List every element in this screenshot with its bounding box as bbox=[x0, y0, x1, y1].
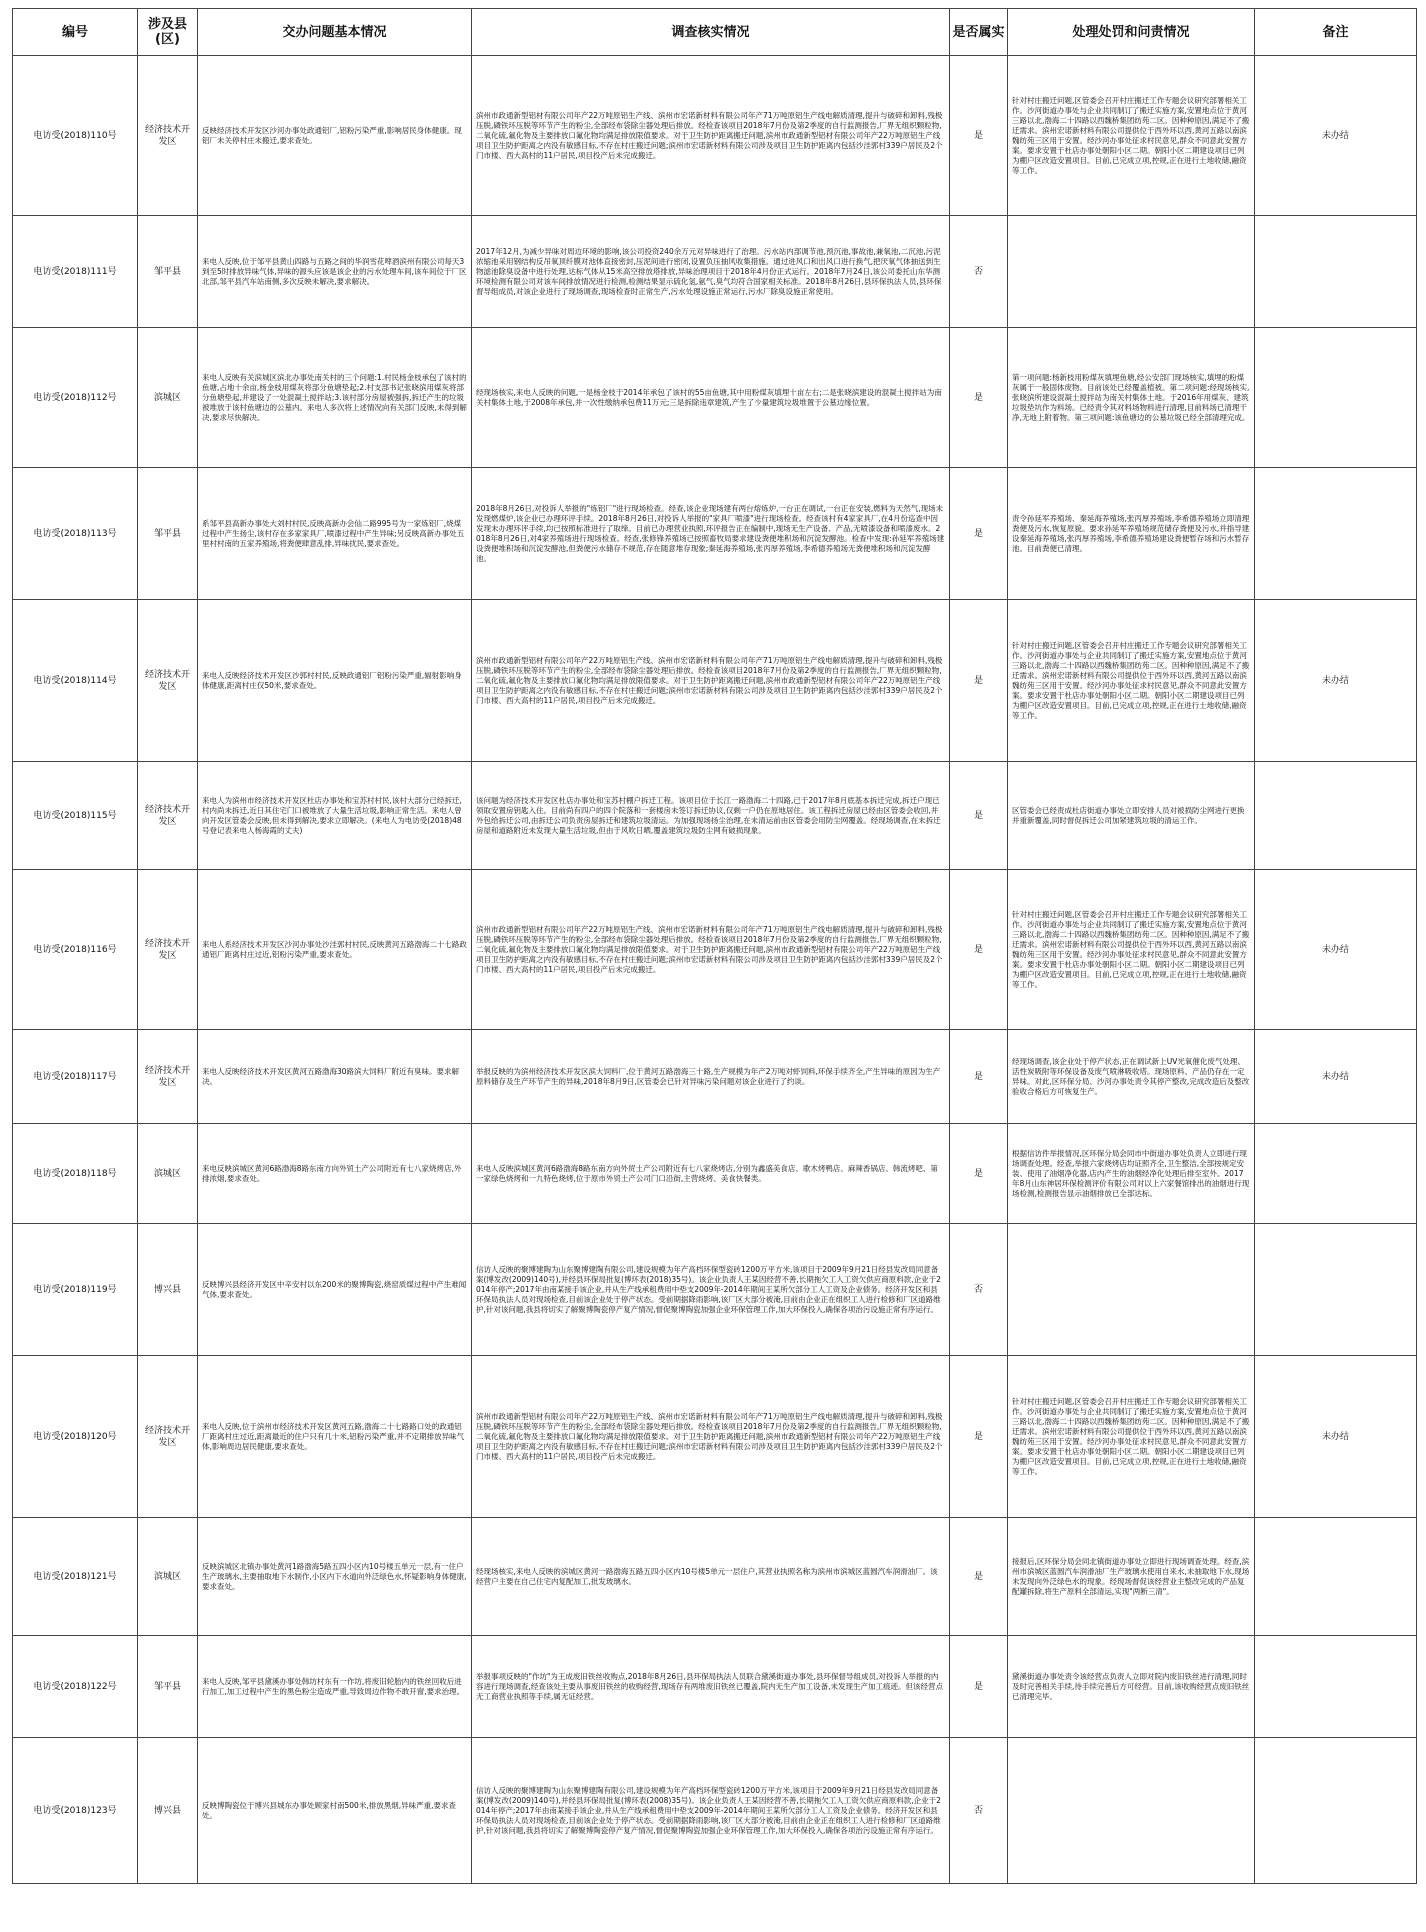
row-county: 邹平县 bbox=[138, 468, 198, 600]
row-investigation: 滨州市政通新型铝材有限公司年产22万吨原铝生产线、滨州市宏诺新材料有限公司年产71万吨原铝生产线电解质清理,提升与破碎和卸料,残极压脱,磷铁环压脱等环节产生的粉尘,全部经布袋除尘器处理后排放。经检查该项目2018年7月份及第2季度的自行监测报告,厂界无组织颗粒物,二氧化硫,氟化物及主要排放口氟化物均满足排放限值要求。对于卫生防护距离搬迁问题,滨州市政通新型铝材有限公司年产22万吨原铝生产线项目卫生防护距离之内没有敏感目标,不存在村庄搬迁问题;滨州市宏诺新材料有限公司涉及项目卫生防护距离内包括沙洼郭村339户居民及2个门市楼、西大高村的11户居民,项目投产后未完成搬迁。 bbox=[476, 924, 943, 974]
table-row bbox=[13, 1518, 1417, 1636]
table-row bbox=[13, 870, 1417, 1030]
row-action: 第一项问题:杨新枝用粉煤灰填埋鱼塘,经公安部门现场核实,填埋的粉煤灰属于一般固体废物。目前该处已经覆盖植被。第二项问题:经现场核实,张晓滨所建设混凝土搅拌站为南关村集体土地。于2016年用煤灰、建筑垃圾垫坑作为料场。已经责令其对料场物料进行清理,目前料场已清理干净,无地上附着物。第三项问题:该鱼塘边的公墓垃圾已经全部清理完成。 bbox=[1012, 372, 1250, 422]
row-valid: 否 bbox=[950, 1224, 1008, 1356]
row-id: 电访受(2018)121号 bbox=[13, 1518, 138, 1636]
row-investigation: 滨州市政通新型铝材有限公司年产22万吨原铝生产线、滨州市宏诺新材料有限公司年产71万吨原铝生产线电解质清理,提升与破碎和卸料,残极压脱,磷铁环压脱等环节产生的粉尘,全部经布袋除尘器处理后排放。经检查该项目2018年7月份及第2季度的自行监测报告,厂界无组织颗粒物,二氧化硫,氟化物及主要排放口氟化物均满足排放限值要求。对于卫生防护距离搬迁问题,滨州市政通新型铝材有限公司年产22万吨原铝生产线项目卫生防护距离之内没有敏感目标,不存在村庄搬迁问题;滨州市宏诺新材料有限公司涉及项目卫生防护距离内包括沙洼郭村339户居民及2个门市楼、西大高村的11户居民,项目投产后未完成搬迁。 bbox=[476, 110, 943, 160]
header-county: 涉及县(区) bbox=[138, 9, 198, 56]
row-remark bbox=[1255, 1636, 1417, 1738]
header-investigation: 调查核实情况 bbox=[472, 9, 950, 56]
complaint-table bbox=[12, 8, 1417, 1884]
row-valid: 是 bbox=[950, 56, 1008, 216]
row-remark bbox=[1255, 328, 1417, 468]
header-remark: 备注 bbox=[1255, 9, 1417, 56]
row-action: 针对村庄搬迁问题,区管委会召开村庄搬迁工作专题会议研究部署相关工作。沙河街道办事处与企业共同制订了搬迁实施方案,安置地点位于黄河三路以北,渤海二十四路以西魏桥集团纺苑二区。因种种原因,满足不了搬迁需求。滨州宏诺新材料有限公司提供位于西外环以西,黄河五路以南滨魏纺苑三区用于安置。经沙河办事处征求村民意见,群众不同意此安置方案。要求安置于杜店办事处朝阳小区二期。朝阳小区二期建设项目已列为棚户区改造安置项目。目前,已完成立项,控规,正在进行土地收储,融资等工作。 bbox=[1012, 640, 1250, 720]
table-row bbox=[13, 1030, 1417, 1124]
row-valid: 是 bbox=[950, 328, 1008, 468]
row-remark bbox=[1255, 468, 1417, 600]
table-header bbox=[13, 9, 1417, 56]
row-investigation: 经现场核实,来电人反映的滨城区黄河一路渤海五路五四小区内10号楼5单元一层住户,其营业执照名称为滨州市滨城区蓝圆汽车润滑油厂。该经营户主要在自己住宅内复配加工,批发玻璃水。 bbox=[476, 1566, 938, 1586]
row-issue: 来电人反映,位于邹平县黄山四路与五路之间的华润雪花啤酒滨州有限公司每天3到至5时排放异味气体,异味的源头应该是该企业的污水处理车间,该车间位于厂区北部,邹平县汽车站南侧,多次反映未解决,要求解决。 bbox=[202, 256, 467, 286]
row-remark bbox=[1255, 1518, 1417, 1636]
row-investigation: 举报反映的为滨州经济技术开发区滨大饲料厂,位于黄河五路渤海三十路,生产规模为年产2万吨对虾饲料,环保手续齐全,产生异味的原因为生产原料储存及生产环节产生的异味,2018年8月9日,区管委会已针对异味污染问题对该企业进行了约谈。 bbox=[476, 1066, 941, 1086]
row-valid: 是 bbox=[950, 870, 1008, 1030]
row-action: 针对村庄搬迁问题,区管委会召开村庄搬迁工作专题会议研究部署相关工作。沙河街道办事处与企业共同制订了搬迁实施方案,安置地点位于黄河三路以北,渤海二十四路以西魏桥集团纺苑二区。因种种原因,满足不了搬迁需求。滨州宏诺新材料有限公司提供位于西外环以西,黄河五路以南滨魏纺苑三区用于安置。经沙河办事处征求村民意见,群众不同意此安置方案。要求安置于杜店办事处朝阳小区二期。朝阳小区二期建设项目已列为棚户区改造安置项目。目前,已完成立项,控规,正在进行土地收储,融资等工作。 bbox=[1012, 95, 1250, 175]
row-id: 电访受(2018)123号 bbox=[13, 1738, 138, 1884]
row-investigation: 经现场核实,来电人反映的问题,一是杨金枝于2014年承包了该村的55亩鱼塘,其中用粉煤灰填埋十亩左右;二是张晓滨建设的混凝土搅拌站为南关村集体土地,于2008年承包,并一次性缴纳承包费11万元;三是拆除违章建筑,产生了少量建筑垃圾堆置于公墓边缘位置。 bbox=[476, 387, 942, 407]
table-row bbox=[13, 328, 1417, 468]
row-id: 电访受(2018)113号 bbox=[13, 468, 138, 600]
table-row bbox=[13, 1636, 1417, 1738]
row-valid: 是 bbox=[950, 1124, 1008, 1224]
row-issue: 来电人反映,位于滨州市经济技术开发区黄河五路,渤海二十七路路口处的政通铝厂距离村庄过近,距离最近的住户只有几十米,铝粉污染严重,并不定期排放异味气体,影响周边居民健康,要求查处。 bbox=[202, 1421, 465, 1451]
table-row bbox=[13, 216, 1417, 328]
row-valid: 是 bbox=[950, 1518, 1008, 1636]
row-issue: 来电反映滨城区黄河6路渤海8路东南方向外贸土产公司附近有七八家烧烤店,外排浓烟,要求查处。 bbox=[202, 1163, 462, 1183]
row-remark: 未办结 bbox=[1255, 1356, 1417, 1518]
row-action: 针对村庄搬迁问题,区管委会召开村庄搬迁工作专题会议研究部署相关工作。沙河街道办事处与企业共同制订了搬迁实施方案,安置地点位于黄河三路以北,渤海二十四路以西魏桥集团纺苑二区。因种种原因,满足不了搬迁需求。滨州宏诺新材料有限公司提供位于西外环以西,黄河五路以南滨魏纺苑三区用于安置。经沙河办事处征求村民意见,群众不同意此安置方案。要求安置于杜店办事处朝阳小区二期。朝阳小区二期建设项目已列为棚户区改造安置项目。目前,已完成立项,控规,正在进行土地收储,融资等工作。 bbox=[1012, 1396, 1250, 1476]
row-valid: 是 bbox=[950, 468, 1008, 600]
row-remark bbox=[1255, 1124, 1417, 1224]
row-id: 电访受(2018)112号 bbox=[13, 328, 138, 468]
table-row bbox=[13, 1738, 1417, 1884]
row-issue: 反映博陶瓷位于博兴县城东办事处顾家村南500米,排放黑烟,异味严重,要求查处。 bbox=[202, 1800, 456, 1820]
row-investigation: 来电人反映滨城区黄河6路渤海8路东南方向外贸土产公司附近有七八家烧烤店,分别为鑫盛美食店、歌木烤鸭店、麻辣香锅店、韩流烤吧、第一家绿色烧烤和一九特色烧烤,位于原市外贸土产公司门口沿街,主营烧烤、美食快餐类。 bbox=[476, 1163, 938, 1183]
row-issue: 反映经济技术开发区沙河办事处政通铝厂,铝粉污染严重,影响居民身体健康。现铝厂未关停村庄未搬迁,要求查处。 bbox=[202, 125, 462, 145]
row-id: 电访受(2018)110号 bbox=[13, 56, 138, 216]
row-valid: 是 bbox=[950, 600, 1008, 762]
row-valid: 是 bbox=[950, 1636, 1008, 1738]
table-body bbox=[13, 56, 1417, 1884]
row-investigation: 滨州市政通新型铝材有限公司年产22万吨原铝生产线、滨州市宏诺新材料有限公司年产71万吨原铝生产线电解质清理,提升与破碎和卸料,残极压脱,磷铁环压脱等环节产生的粉尘,全部经布袋除尘器处理后排放。经检查该项目2018年7月份及第2季度的自行监测报告,厂界无组织颗粒物,二氧化硫,氟化物及主要排放口氟化物均满足排放限值要求。对于卫生防护距离搬迁问题,滨州市政通新型铝材有限公司年产22万吨原铝生产线项目卫生防护距离之内没有敏感目标,不存在村庄搬迁问题;滨州市宏诺新材料有限公司涉及项目卫生防护距离内包括沙洼郭村339户居民及2个门市楼、西大高村的11户居民,项目投产后未完成搬迁。 bbox=[476, 1411, 943, 1461]
row-investigation: 信访人反映的聚博建陶为山东聚博建陶有限公司,建设规模为年产高档环保型瓷砖1200万平方米,该项目于2009年9月21日经县发改局同意备案(博发改(2009)140号),并经县环保局批复(博环表(2018)35号)。该企业负责人王某因经营不善,长期拖欠工人工资欠供应商原料款,企业于2014年停产;2017年由南某接手该企业,并从生产线承租费用中垫支2009年-2014年期间王某所欠部分工人工资及企业债务。经济开发区和县环保局执法人员对现场检查,目前该企业处于停产状态。受前期据降雨影响,该厂区大部分被淹,目前由企业正在组织工人进行检修和厂区道路维护,针对该问题,我县将切实了解聚博陶瓷停产复产情况,督促聚博陶瓷加强企业环保管理工作,加大环保投入,确保各项治污设施正常有序运行。 bbox=[476, 1264, 941, 1314]
row-investigation: 滨州市政通新型铝材有限公司年产22万吨原铝生产线、滨州市宏诺新材料有限公司年产71万吨原铝生产线电解质清理,提升与破碎和卸料,残极压脱,磷铁环压脱等环节产生的粉尘,全部经布袋除尘器处理后排放。经检查该项目2018年7月份及第2季度的自行监测报告,厂界无组织颗粒物,二氧化硫,氟化物及主要排放口氟化物均满足排放限值要求。对于卫生防护距离搬迁问题,滨州市政通新型铝材有限公司年产22万吨原铝生产线项目卫生防护距离之内没有敏感目标,不存在村庄搬迁问题;滨州市宏诺新材料有限公司涉及项目卫生防护距离内包括沙洼郭村339户居民及2个门市楼、西大高村的11户居民,项目投产后未完成搬迁。 bbox=[476, 655, 943, 705]
row-remark: 未办结 bbox=[1255, 600, 1417, 762]
row-action: 黛溪街道办事处责令该经营点负责人立即对院内废旧铁丝进行清理,同时及时完善相关手续,待手续完善后方可经营。目前,该收购经营点废旧铁丝已清理完毕。 bbox=[1012, 1671, 1250, 1701]
row-issue: 来电人反映经济技术开发区黄河五路渤海30路滨大饲料厂附近有臭味。要求解决。 bbox=[202, 1066, 460, 1086]
table-row bbox=[13, 1124, 1417, 1224]
row-issue: 系邹平县高新办事处大刘村村民,反映高新办会仙二路995号为一家炼铝厂,烧煤过程中产生扬尘,该村存在多家家具厂,喷漆过程中产生异味;另反映高新办事处五里村村南的五家养殖场,将粪便肆意乱排,异味扰民,要求查处。 bbox=[202, 518, 465, 548]
row-issue: 来电人反映有关滨城区滨北办事处南关村的三个问题:1.村民杨金枝承包了该村的鱼塘,占地十余亩,杨金枝用煤灰将部分鱼塘垫起;2.村支部书记张晓滨用煤灰将部分鱼塘垫起,并建设了一处混凝土搅拌站;3.该村部分房屋被强拆,拆迁产生的垃圾被堆放于该村鱼塘边的公墓内。来电人多次将上述情况向有关部门反映,未得到解决,要求尽快解决。 bbox=[202, 372, 467, 422]
row-remark: 未办结 bbox=[1255, 870, 1417, 1030]
row-id: 电访受(2018)111号 bbox=[13, 216, 138, 328]
table-row bbox=[13, 1356, 1417, 1518]
row-remark bbox=[1255, 1738, 1417, 1884]
header-issue: 交办问题基本情况 bbox=[198, 9, 472, 56]
row-id: 电访受(2018)119号 bbox=[13, 1224, 138, 1356]
row-id: 电访受(2018)120号 bbox=[13, 1356, 138, 1518]
row-remark bbox=[1255, 216, 1417, 328]
row-valid: 否 bbox=[950, 216, 1008, 328]
row-action: 区管委会已经责成杜店街道办事处立即安排人员对被损防尘网进行更换并重新覆盖,同时督促拆迁公司加紧建筑垃圾的清运工作。 bbox=[1012, 805, 1245, 825]
row-investigation: 2018年8月26日,对投诉人举报的"炼铝厂"进行现场检查。经查,该企业现场建有两台熔炼炉,一台正在调试,一台正在安装,燃料为天然气,现场未发现燃煤炉,该企业已办理环评手续。2018年8月26日,对投诉人举报的"家具厂喷漆"进行现场检查。经查该村有4家家具厂,在4月份巡查中因发现未办理环评手续,均已按照标准进行了取缔。目前已办理营业执照,环评报告正在编制中,现场无生产设备、产品,无喷漆设备和喷漆废水。2018年8月26日,对4家养殖场进行现场检查。经查,张修锋养殖场已按照畜牧局要求建设粪便堆积场和沉淀发酵池。检查中发现:孙延军养殖场建设粪便堆积场和沉淀发酵池,但粪便污水储存不规范,存在随意堆存现象;秦延海养殖场,张丙厚养殖场,李希德养殖场无粪便堆积场和沉淀发酵池。 bbox=[476, 503, 945, 563]
row-investigation: 2017年12月,为减少异味对周边环境的影响,该公司投资240余万元对异味进行了治理。污水站内部调节池,预沉池,事故池,兼氧池,二沉池,污泥浓缩池采用钢结构反吊氧顶纤膜对池体直接密封,压泥间进行密闭,设置负压抽风收集措施。通过进风口和出风口进行换气,把厌氧气体抽送到生物滤池除臭设备中进行处理,达标气体从15米高空排放塔排放,异味治理项目于2018年4月份正式运行。2018年7月24日,该公司委托山东华测环境检测有限公司对该车间排放情况进行检测,检测结果显示硫化氢,氨气,臭气均符合国家相关标准。2018年8月26日,县环保执法人员,县环保督导组成员,对该企业进行了现场调查,现场检查时正常生产,污水处理设施正常运行,污水厂除臭设施正常使用。 bbox=[476, 246, 942, 296]
row-issue: 反映滨城区北镇办事处黄河1路渤海5路五四小区内10号楼五单元一层,有一住户生产玻璃水,主要抽取地下水制作,小区内下水道向外泛绿色水,怀疑影响身体健康,要求查处。 bbox=[202, 1561, 467, 1591]
row-action: 经现场调查,该企业处于停产状态,正在调试新上UV光氧催化废气处理、活性炭吸附等环保设备及废气喷淋吸收塔。现场原料、产品仍存在一定异味。对此,区环保分局、沙河办事处责令其停产整改,完成改造后及整改验收合格后方可恢复生产。 bbox=[1012, 1056, 1250, 1096]
row-id: 电访受(2018)118号 bbox=[13, 1124, 138, 1224]
row-valid: 是 bbox=[950, 1356, 1008, 1518]
row-id: 电访受(2018)115号 bbox=[13, 762, 138, 870]
row-action: 接报后,区环保分局会同北镇街道办事处立即进行现场调查处理。经查,滨州市滨城区蓝圆汽车润滑油厂生产玻璃水使用自来水,未抽取地下水,现场未发现向外泛绿色水的现象。经现场督促该经营业主整改完成的产品复配罐拆除,将生产原料全部清运,实现"两断三清"。 bbox=[1012, 1556, 1250, 1596]
row-county: 邹平县 bbox=[138, 216, 198, 328]
row-action: 责令孙延军养殖场、秦延海养殖场,张丙厚养殖场,李希德养殖场立即清理粪便及污水,恢复原貌。要求孙延军养殖场规范储存粪便及污水,并指导建设秦延海养殖场,张丙厚养殖场,李希德养殖场建设粪便暂存场和污水暂存池。目前粪便已清理。 bbox=[1012, 513, 1250, 553]
row-county: 邹平县 bbox=[138, 1636, 198, 1738]
header-id: 编号 bbox=[13, 9, 138, 56]
row-issue: 来电人反映,邹平县黛溪办事处韩坊村东有一作坊,将废旧轮胎内的铁丝回收后进行加工,加工过程中产生的黑色粉尘造成严重,导致周边作物不敢开窗,要求治理。 bbox=[202, 1676, 465, 1696]
row-county: 经济技术开发区 bbox=[138, 1030, 198, 1124]
header-action: 处理处罚和问责情况 bbox=[1008, 9, 1255, 56]
row-issue: 来电人反映经济技术开发区沙郭村村民,反映政通铝厂铝粉污染严重,辐射影响身体健康,距离村庄仅50米,要求查处。 bbox=[202, 670, 462, 690]
row-issue: 来电人系经济技术开发区沙河办事处沙洼郭村村民,反映黄河五路渤海二十七路政通铝厂距离村庄过近,铝粉污染严重,要求查处。 bbox=[202, 939, 467, 959]
table-row bbox=[13, 1224, 1417, 1356]
row-valid: 是 bbox=[950, 762, 1008, 870]
row-county: 经济技术开发区 bbox=[138, 870, 198, 1030]
row-issue: 反映博兴县经济开发区中辛安村以东200米的聚博陶瓷,烧窑质煤过程中产生难闻气体,要求查处。 bbox=[202, 1279, 467, 1299]
row-county: 经济技术开发区 bbox=[138, 56, 198, 216]
row-action: 针对村庄搬迁问题,区管委会召开村庄搬迁工作专题会议研究部署相关工作。沙河街道办事处与企业共同制订了搬迁实施方案,安置地点位于黄河三路以北,渤海二十四路以西魏桥集团纺苑二区。因种种原因,满足不了搬迁需求。滨州宏诺新材料有限公司提供位于西外环以西,黄河五路以南滨魏纺苑三区用于安置。经沙河办事处征求村民意见,群众不同意此安置方案。要求安置于杜店办事处朝阳小区二期。朝阳小区二期建设项目已列为棚户区改造安置项目。目前,已完成立项,控规,正在进行土地收储,融资等工作。 bbox=[1012, 909, 1250, 989]
row-investigation: 信访人反映的聚博建陶为山东聚博建陶有限公司,建设规模为年产高档环保型瓷砖1200万平方米,该项目于2009年9月21日经县发改局同意备案(博发改(2009)140号),并经县环保局批复(博环表(2008)35号)。该企业负责人王某因经营不善,长期拖欠工人工资欠供应商原料款,企业于2014年停产;2017年由南某接手该企业,并从生产线承租费用中垫支2009年-2014年期间王某所欠部分工人工资及企业债务。经济开发区和县环保局执法人员对现场检查,目前该企业处于停产状态。受前期据降雨影响,该厂区大部分被淹,目前由企业正在组织工人进行检修和厂区道路维护,针对该问题,我县将切实了解聚博陶瓷停产复产情况,督促聚博陶瓷加强企业环保管理工作,加大环保投入,确保各项治污设施正常有序运行。 bbox=[476, 1785, 941, 1835]
row-remark bbox=[1255, 762, 1417, 870]
row-county: 博兴县 bbox=[138, 1224, 198, 1356]
row-remark: 未办结 bbox=[1255, 56, 1417, 216]
row-remark bbox=[1255, 1224, 1417, 1356]
row-county: 滨城区 bbox=[138, 328, 198, 468]
row-investigation: 该问题为经济技术开发区杜店办事处和宝苏村棚户拆迁工程。该项目位于长江一路渤海二十四路,已于2017年8月底基本拆迁完成,拆迁户现已领取安置房钥匙入住。目前尚有四户的四个院落和一套楼房未签订拆迁协议,仅剩一户仍在原地居住。该工程拆迁房屋已经由区管委会收回,并外包给拆迁公司,由拆迁公司负责房屋拆迁和建筑垃圾清运。为加强现场扬尘治理,在未清运前由区管委会用防尘网覆盖。经现场调查,在未拆迁房屋和道路附近未发现大量生活垃圾,但由于风吹日晒,覆盖建筑垃圾防尘网有破损现象。 bbox=[476, 795, 941, 835]
row-valid: 否 bbox=[950, 1738, 1008, 1884]
row-id: 电访受(2018)122号 bbox=[13, 1636, 138, 1738]
row-id: 电访受(2018)116号 bbox=[13, 870, 138, 1030]
row-id: 电访受(2018)114号 bbox=[13, 600, 138, 762]
row-county: 经济技术开发区 bbox=[138, 1356, 198, 1518]
row-county: 滨城区 bbox=[138, 1518, 198, 1636]
row-investigation: 举报事项反映的"作坊"为王成废旧铁丝收购点,2018年8月26日,县环保局执法人员联合黛溪街道办事处,县环保督导组成员,对投诉人举报的内容进行现场调查,经查该处主要从事废旧铁丝的收购经营,现场存有两堆废旧铁丝已覆盖,院内无生产加工设备,未发现生产加工痕迹。但该经营点无工商营业执照等手续,属无证经营。 bbox=[476, 1671, 944, 1701]
row-issue: 来电人为滨州市经济技术开发区杜店办事处和宝苏村村民,该村大部分已经拆迁,村内尚未拆迁,近日其住宅门口被堆放了大量生活垃圾,影响正常生活。来电人曾向开发区管委会反映,但未得到解决,要求立即解决。(来电人为电访受(2018)48号登记表来电人杨海霞的丈夫) bbox=[202, 795, 462, 835]
row-county: 经济技术开发区 bbox=[138, 762, 198, 870]
row-county: 博兴县 bbox=[138, 1738, 198, 1884]
table-row bbox=[13, 762, 1417, 870]
header-valid: 是否属实 bbox=[950, 9, 1008, 56]
row-remark: 未办结 bbox=[1255, 1030, 1417, 1124]
row-action: 根据信访件举报情况,区环保分局会同市中街道办事处负责人立即进行现场调查处理。经查,举报六家烧烤店均证照齐全,卫生整洁,全部按规定安装、使用了油烟净化器,店内产生的油烟经净化处理后排至室外。2017年8月山东神居环保检测评价有限公司对以上六家餐馆排出的油烟进行现场检测,检测报告显示油烟排放已全部达标。 bbox=[1012, 1148, 1250, 1198]
table-row bbox=[13, 56, 1417, 216]
row-county: 滨城区 bbox=[138, 1124, 198, 1224]
table-row bbox=[13, 600, 1417, 762]
row-county: 经济技术开发区 bbox=[138, 600, 198, 762]
row-id: 电访受(2018)117号 bbox=[13, 1030, 138, 1124]
row-valid: 是 bbox=[950, 1030, 1008, 1124]
table-row bbox=[13, 468, 1417, 600]
